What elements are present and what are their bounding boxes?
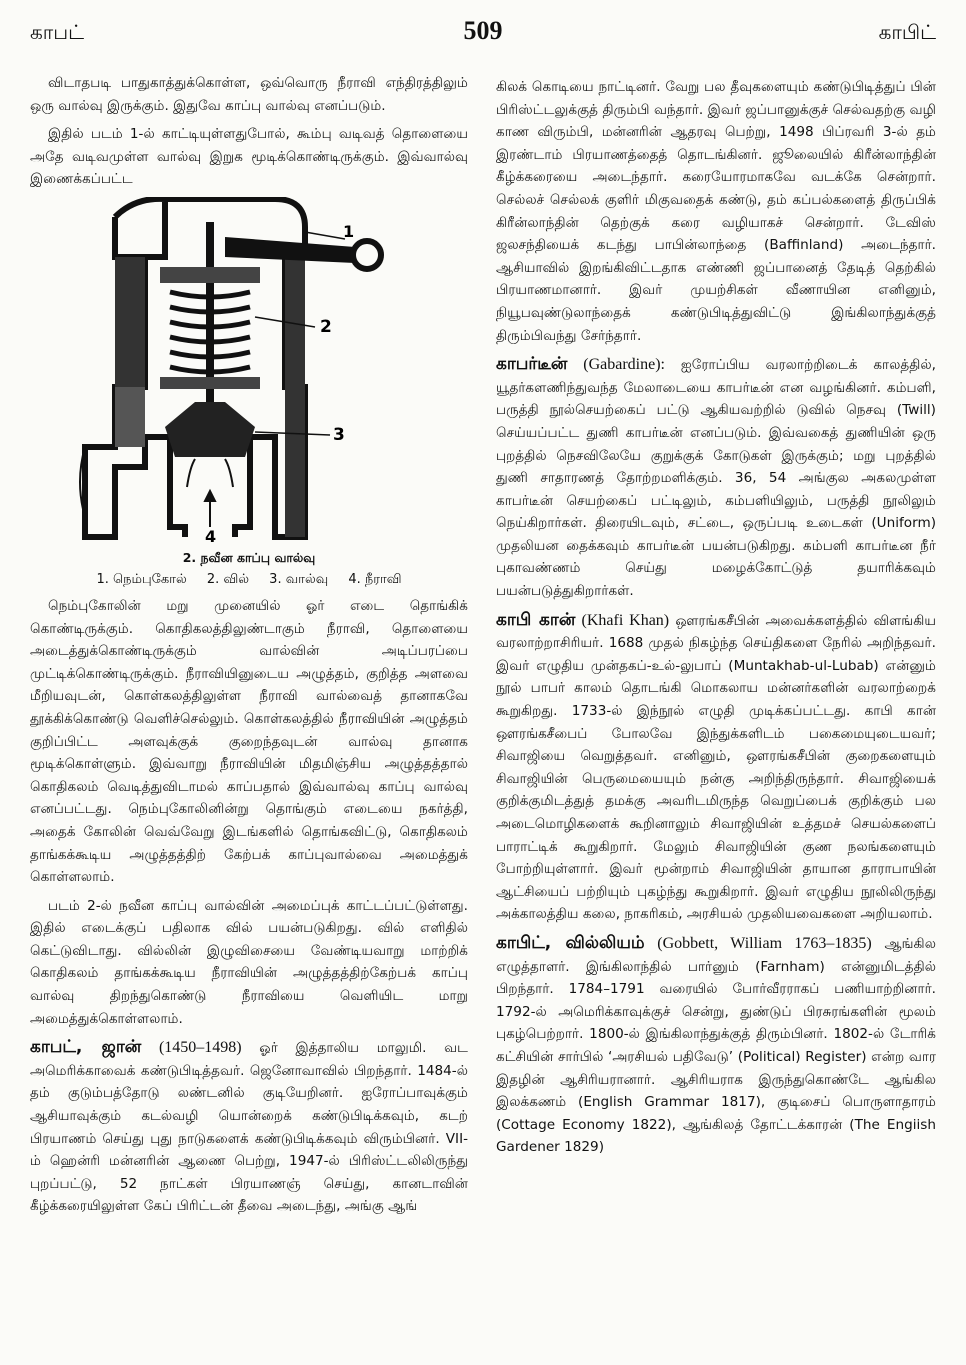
entry-gabardine <box>496 353 936 603</box>
page-header <box>0 0 966 60</box>
figure-legend <box>30 569 468 592</box>
legend-item: 2. வில் <box>206 571 250 587</box>
paragraph: நெம்புகோலின் மறு முனையில் ஓர் எடை தொங்கிக் கொண்டிருக்கும். கொதிகலத்திலுண்டாகும் நீராவி, தொளையை அடைத்துக்கொண்டிருக்கும் வால்வின் அடிப்பரப்பை முட்டிக்கொண்டிருக்கும். நீராவியினுடைய அழுத்தம், குறித்த அளவை மீறியவுடன், கொள்கலத்திலுள்ள நீராவி வால்வைத் தானாகவே தூக்கிக்கொண்டு வெளிச்செல்லும். கொள்கலத்தில் நீராவியின் அழுத்தம் குறிப்பிட்ட அளவுக்குக் குறைந்தவுடன் வால்வு தானாக மூடிக்கொள்ளும். இவ்வாறு நீராவியின் மிதமிஞ்சிய அழுத்தத்தால் கொதிகலம் வெடித்துவிடாமல் காப்பதால் இவ்வால்வு காப்பு வால்வு எனப்பட்டது. நெம்புகோலினின்று தொங்கும் எடையை நகர்த்தி, அதைக் கோலின் வெவ்வேறு இடங்களில் தொங்கவிட்டு, கொதிகலம் தாங்கக்கூடிய அழுத்தத்திற் கேற்பக் காப்புவால்வை அமைத்துக் கொள்ளலாம். <box>30 597 468 886</box>
legend-item: 3. வால்வு <box>269 571 329 587</box>
steam-flow-arrows <box>187 459 233 527</box>
lever <box>225 237 355 263</box>
headword: காபட், ஜான் <box>30 1037 142 1058</box>
entry-dates: (1450–1498) <box>158 1039 242 1057</box>
headword: காபிட், வில்லியம் <box>496 932 645 953</box>
running-head-right: காபிட் <box>878 20 936 44</box>
callout-2: 2 <box>320 316 332 337</box>
paragraph: கிலக் கொடியை நாட்டினர். வேறு பல தீவுகளையும் கண்டுபிடித்துப் பின் பிரிஸ்ட்டலுக்குத் திரும்பி வந்தார். இவர் ஜப்பானுக்குச் செல்வதற்கு வழி காண விரும்பி, மன்னரின் ஆதரவு பெற்று, 1498 பிப்ரவரி 3-ல் தம் இரண்டாம் பிரயாணத்தைத் தொடங்கினர். ஜூலையில் கிரீன்லாந்தின் கீழ்க்கரையை அடைந்தார். கரையோரமாகவே வடக்கே சென்றார். செல்லச் செல்லக் குளிர் மிகுவதைக் கண்டு, தம் கப்பல்களைத் திருப்பிக் கிரீன்லாந்தின் தெற்குக் கரை வழியாகச் சென்றார். டேவிஸ் ஜலசந்தியைக் கடந்து பாபின்லாந்தை (Baffinland) அடைந்தார். ஆசியாவில் இறங்கிவிட்டதாக எண்ணி ஜப்பானைத் தேடித் தெற்கில் பிரயாணமானார். இவர் முயற்சிகள் வீணாயின எனினும், நியூபவுண்டுலாந்தைக் கண்டுபிடித்துவிட்டு இங்கிலாந்துக்குத் திரும்பிவந்து சேர்ந்தார். <box>496 79 936 344</box>
callout-4: 4 <box>205 526 217 542</box>
running-head-left: காபட் <box>30 20 85 44</box>
safety-valve-diagram <box>75 197 405 542</box>
page-number: 509 <box>463 16 503 45</box>
lever-ring <box>353 241 381 269</box>
entry-cabot <box>30 1036 468 1218</box>
callout-1: 1 <box>343 221 355 241</box>
valve-disc <box>165 402 255 457</box>
safety-valve-figure <box>30 197 468 589</box>
left-column <box>30 72 468 1224</box>
headword: காபி கான் <box>496 609 576 630</box>
entry-text: ஔரங்கசீபின் அவைக்களத்தில் விளங்கிய வரலாற்றாசிரியர். 1688 முதல் நிகழ்ந்த செய்திகளை நேரில் அறிந்தவர். இவர் எழுதிய முன்தகப்-உல்-லுபாப் (Muntakhab-ul-Lubab) என்னும் நூல் பாபர் காலம் தொடங்கி மொகலாய மன்னர்களின் வரலாற்றைக் கூறுகிறது. 1733-ல் இந்நூல் எழுதி முடிக்கப்பட்டது. காபி கான் ஔரங்கசீபைப் போலவே இந்துக்களிடம் பகைமையுடையவர்; சிவாஜியை வெறுத்தவர். எனினும், ஔரங்கசீபின் குறைகளையும் சிவாஜியின் பெருமையையும் நன்கு அறிந்திருந்தார். சிவாஜியைக் குறிக்குமிடத்துத் தமக்கு அவரிடமிருந்த வெறுப்பைக் குறிக்கும் பல அடைமொழிகளைக் கூறினாலும் சிவாஜியின் உத்தமச் செயல்களைப் பாராட்டிக் கூறுகிறார். மேலும் சிவாஜியின் குண நலங்களையும் போற்றியுள்ளார். இவர் மூன்றாம் சிவாஜியின் தாயான தாராபாயின் ஆட்சியைப் பற்றியும் புகழ்ந்து கூறுகிறார். இவர் எழுதிய நூலிலிருந்து அக்காலத்திய கலை, நாகரிகம், அரசியல் முதலியவைகளை அறியலாம். <box>496 612 936 923</box>
english-term: (Khafi Khan) <box>581 611 670 629</box>
paragraph: விடாதபடி பாதுகாத்துக்கொள்ள, ஒவ்வொரு நீராவி எந்திரத்திலும் ஒரு வால்வு இருக்கும். இதுவே காப்பு வால்வு எனப்படும். <box>30 75 468 114</box>
paragraph: படம் 2-ல் நவீன காப்பு வால்வின் அமைப்புக் காட்டப்பட்டுள்ளது. இதில் எடைக்குப் பதிலாக வில் பயன்படுகிறது. வில் எளிதில் கெட்டுவிடாது. வில்லின் இழுவிசையை வேண்டியவாறு மாற்றிக் கொதிகலம் தாங்கக்கூடிய நீராவியின் அழுத்தத்திற்கேற்பக் காப்பு வால்வு திறந்துகொண்டு நீராவியை வெளியிட மாறு அமைத்துக்கொள்ளலாம். <box>30 897 468 1027</box>
callout-3: 3 <box>333 424 345 445</box>
entry-text: ஆங்கில எழுத்தாளர். இங்கிலாந்தில் பார்னும் (Farnham) என்னுமிடத்தில் பிறந்தார். 1784–1791 வரையில் போர்வீரராகப் பணியாற்றினார். 1792-ல் அமெரிக்காவுக்குச் சென்று, துண்டுப் பிரசுரங்களின் மூலம் புகழ்பெற்றார். 1800-ல் இங்கிலாந்துக்குத் திரும்பினர். 1802-ல் டோரிக் கட்சியின் சார்பில் ‘அரசியல் பதிவேடு’ (Political) Register) என்ற வார இதழின் ஆசிரியரானார். ஆசிரியராக இருந்துகொண்டே ஆங்கில இலக்கணம் (English Grammar 1817), குடிசைப் பொருளாதாரம் (Cottage Economy 1822), ஆங்கிலத் தோட்டக்காரன் (The Engiish Gardener 1829) <box>496 935 936 1156</box>
entry-khafi-khan <box>496 609 936 926</box>
right-column <box>496 72 936 1165</box>
entry-text: ஓர் இத்தாலிய மாலுமி. வட அமெரிக்காவைக் கண்டுபிடித்தவர். ஜெனோவாவில் பிறந்தார். 1484-ல் தம் குடும்பத்தோடு லண்டனில் குடியேறினர். ஐரோப்பாவுக்கும் ஆசியாவுக்கும் கடல்வழி யொன்றைக் கண்டுபிடிக்கவும், கடற் பிரயாணம் செய்து புது நாடுகளைக் கண்டுபிடிக்கவும் விரும்பினர். VII-ம் ஹென்ரி மன்னரின் ஆணை பெற்று, 1947-ல் பிரிஸ்ட்டலிலிருந்து புறப்பட்டு, 52 நாட்கள் பிரயாணஞ் செய்து, கானடாவின் கீழ்க்கரையிலுள்ள கேப் பிரிட்டன் தீவை அடைந்து, அங்கு ஆங் <box>30 1040 468 1215</box>
entry-text: ஐரோப்பிய வரலாற்றிடைக் காலத்தில், யூதர்களணிந்துவந்த மேலாடையை காபர்டீன் என வழங்கினர். கம்பளி, பருத்தி நூல்செயற்கைப் பட்டு ஆகியவற்றில் டுவில் நெசவு (Twill) செய்யப்பட்ட துணி காபர்டீன் எனப்படும். இவ்வகைத் துணியின் ஒரு புறத்தில் நெசவிலேயே குறுக்குக் கோடுகள் இருக்கும்; மறு புறத்தில் துணி சாதாரணத் தோற்றமளிக்கும். 36, 54 அங்குல அகலமுள்ள காபர்டீன் செயற்கைப் பட்டிலும், கம்பளியிலும், பருத்தி நூலிலும் நெய்கிறார்கள். திரையிடவும், சட்டை, ஒருப்படி உடைகள் (Uniform) முதலியன தைக்கவும் காபர்டீன் பயன்படுகிறது. கம்பளி காபர்டீன நீர் புகாவண்ணம் செய்து மழைக்கோட்டுத் தயாரிக்கவும் பயன்படுத்துகிறார்கள். <box>496 357 936 600</box>
entry-cobbett <box>496 932 936 1159</box>
legend-item: 4. நீராவி <box>348 571 402 587</box>
english-term: (Gabardine): <box>583 356 665 374</box>
headword: காபர்டீன் <box>496 354 568 375</box>
paragraph: இதில் படம் 1-ல் காட்டியுள்ளதுபோல், கூம்பு வடிவத் தொளையை அதே வடிவமுள்ள வால்வு இறுக மூடிக்கொண்டிருக்கும். இவ்வால்வு இணைக்கப்பட்ட <box>30 126 468 188</box>
english-term: (Gobbett, William 1763–1835) <box>657 934 872 952</box>
figure-caption: 2. நவீன காப்பு வால்வு <box>182 549 316 565</box>
legend-item: 1. நெம்புகோல் <box>96 571 187 587</box>
valve-dome <box>115 217 145 257</box>
